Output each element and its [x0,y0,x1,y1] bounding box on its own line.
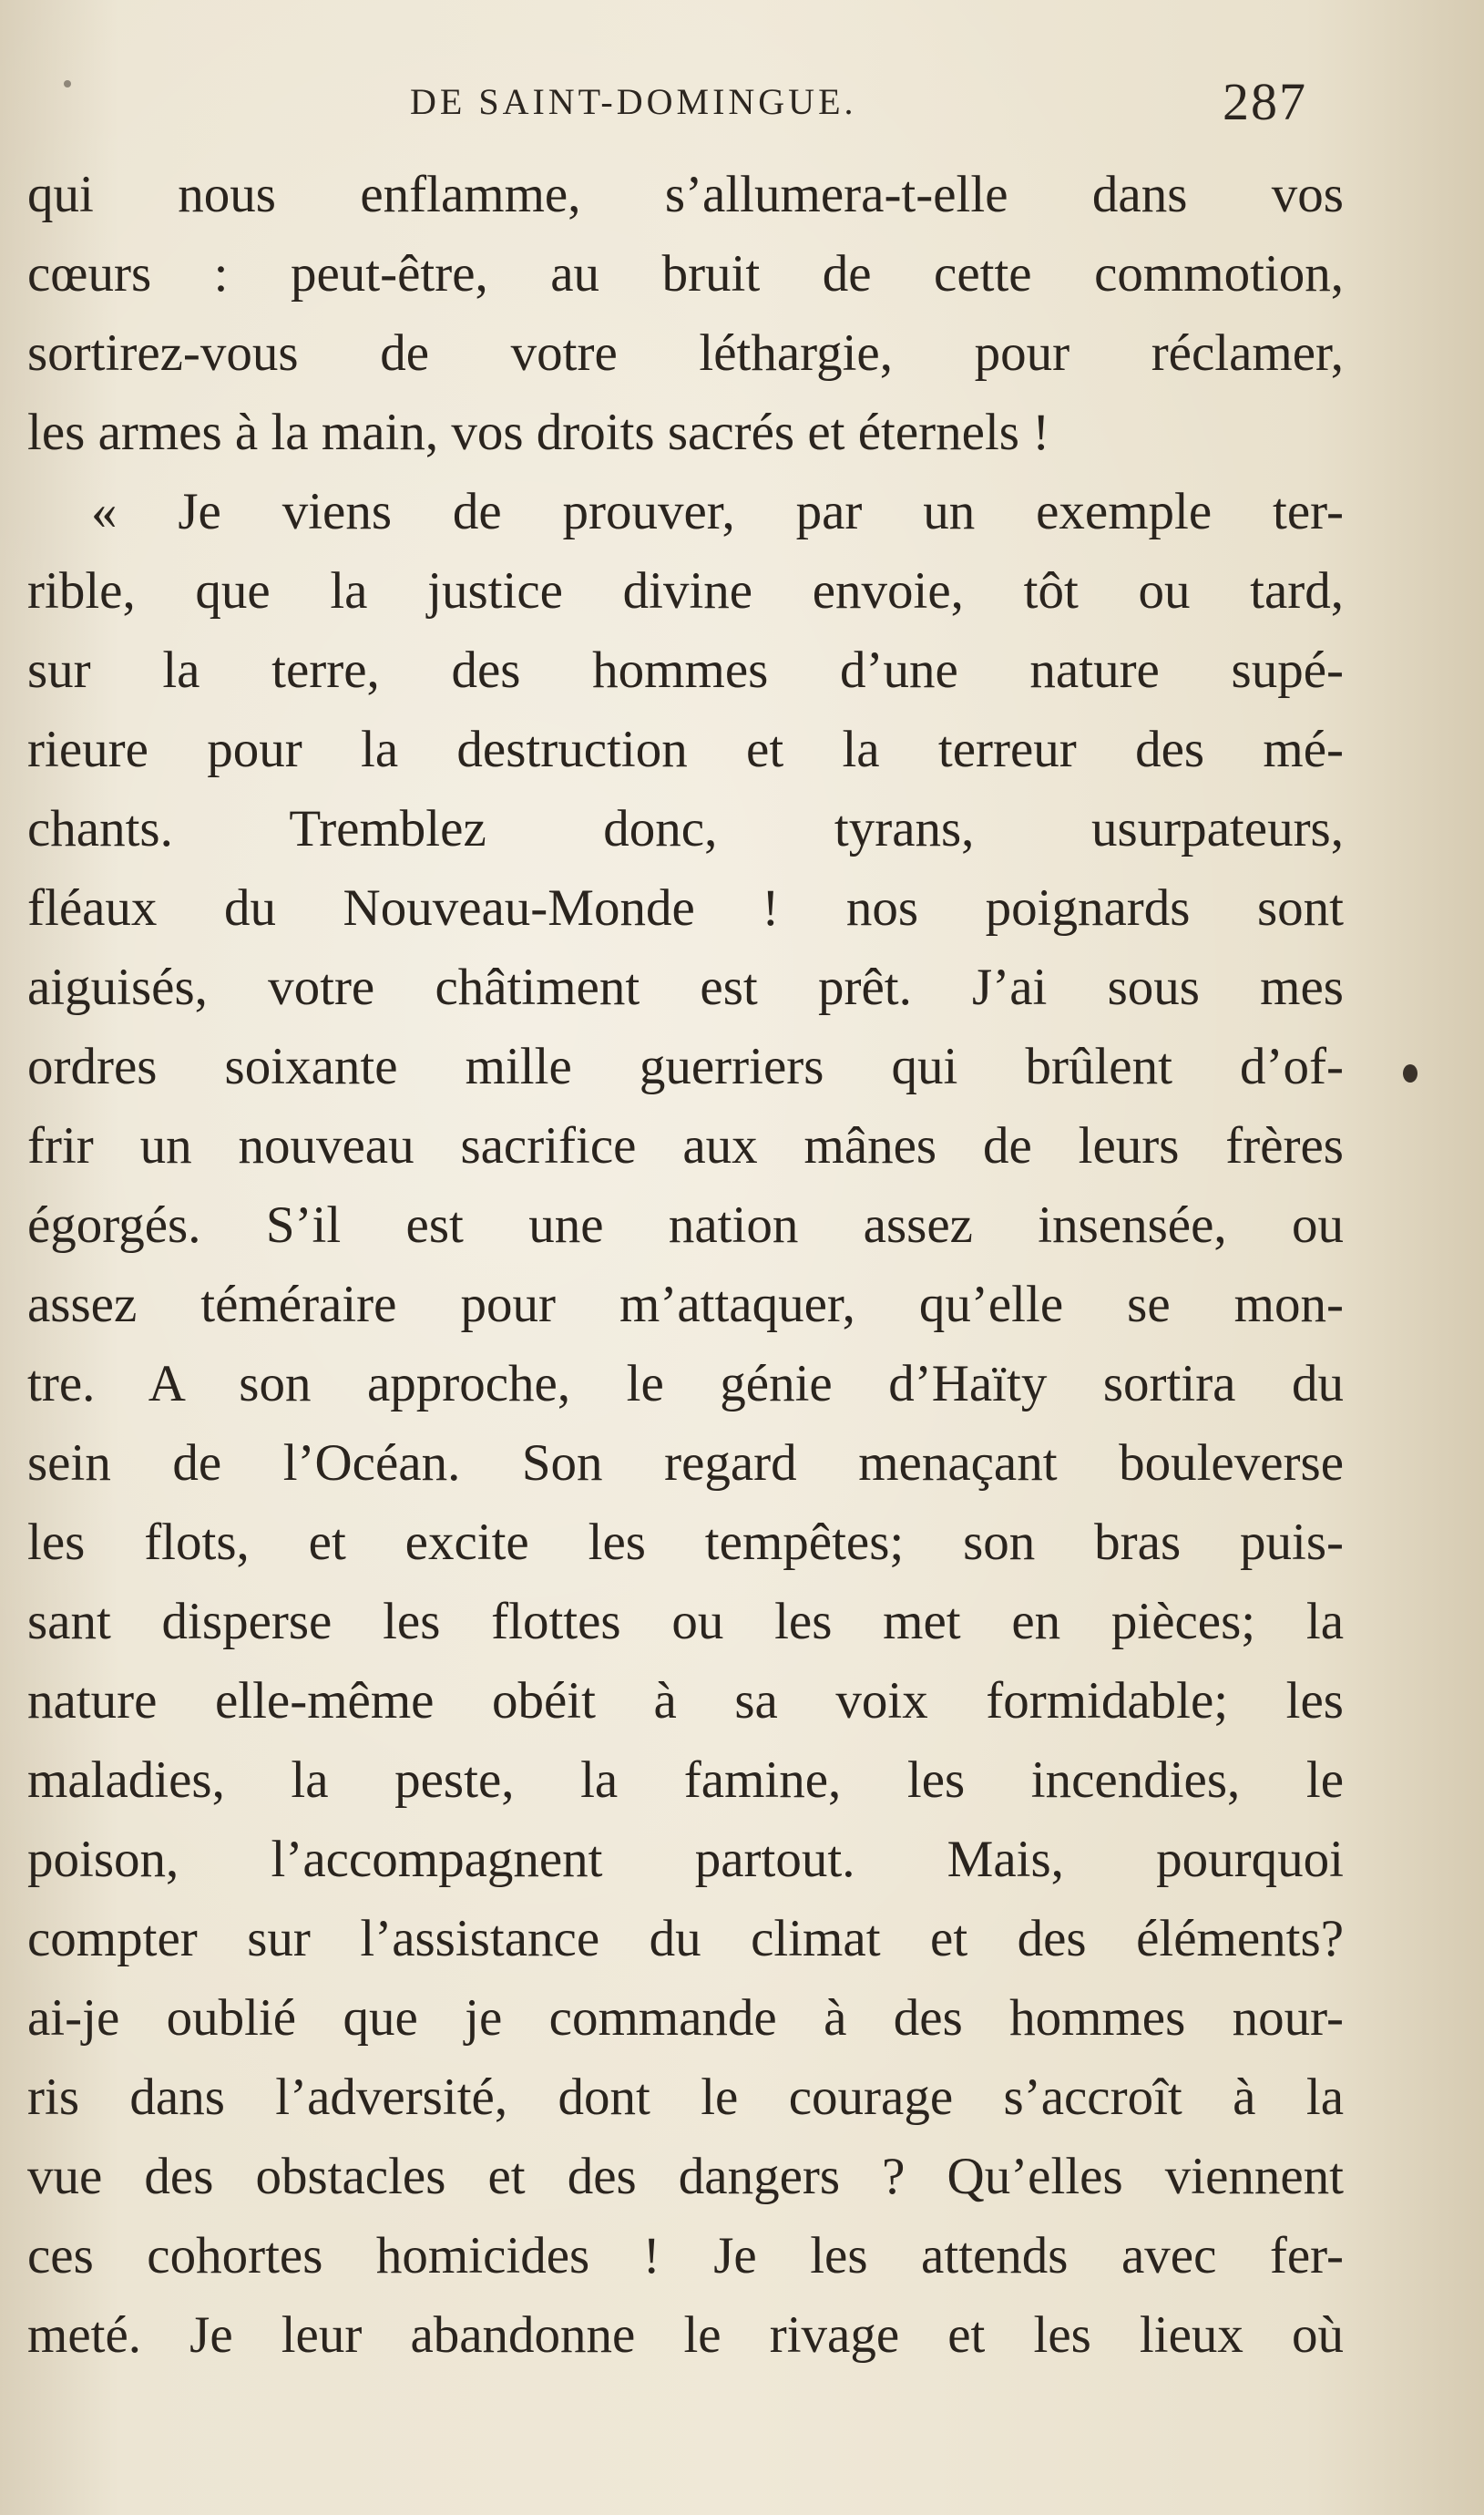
text-line: sortirez-vous de votre léthargie, pour réclamer, [27,324,1344,382]
body-text [27,155,1344,2375]
text-line: tre. A son approche, le génie d’Haïty sortira du [27,1355,1344,1412]
text-line: aiguisés, votre châtiment est prêt. J’ai sous mes [27,959,1344,1016]
running-title: DE SAINT-DOMINGUE. [410,81,857,122]
text-line: assez téméraire pour m’attaquer, qu’elle se mon- [27,1276,1344,1333]
text-line: frir un nouveau sacrifice aux mânes de leurs frères [27,1117,1344,1175]
text-line: les flots, et excite les tempêtes; son bras puis- [27,1514,1344,1571]
text-line: les armes à la main, vos droits sacrés et éternels ! [27,404,1050,461]
text-line: sein de l’Océan. Son regard menaçant bouleverse [27,1434,1344,1492]
text-line: rible, que la justice divine envoie, tôt ou tard, [27,562,1344,620]
text-line: meté. Je leur abandonne le rivage et les lieux où [27,2306,1344,2364]
text-line: cœurs : peut-être, au bruit de cette commotion, [27,245,1344,303]
text-line: fléaux du Nouveau-Monde ! nos poignards sont [27,879,1344,937]
text-line: ris dans l’adversité, dont le courage s’accroît à la [27,2068,1344,2126]
page-number: 287 [1223,72,1307,131]
text-line: poison, l’accompagnent partout. Mais, pourquoi [27,1831,1344,1888]
ink-spot [1403,1064,1417,1083]
text-line: compter sur l’assistance du climat et des éléments? [27,1910,1344,1967]
text-line: sant disperse les flottes ou les met en pièces; la [27,1593,1344,1650]
text-line: nature elle-même obéit à sa voix formidable; les [27,1672,1344,1730]
text-line: sur la terre, des hommes d’une nature supé- [27,642,1344,699]
page-header [0,71,1484,135]
ink-spot [64,80,71,87]
text-line: « Je viens de prouver, par un exemple ter- [91,483,1344,540]
text-line: ordres soixante mille guerriers qui brûlent d’of- [27,1038,1344,1095]
text-line: rieure pour la destruction et la terreur des mé- [27,721,1344,778]
text-line: ai-je oublié que je commande à des hommes nour- [27,1989,1344,2047]
text-line: chants. Tremblez donc, tyrans, usurpateurs, [27,800,1344,857]
text-line: vue des obstacles et des dangers ? Qu’elles viennent [27,2148,1344,2205]
text-line: maladies, la peste, la famine, les incendies, le [27,1751,1344,1809]
text-line: qui nous enflamme, s’allumera-t-elle dans vos [27,166,1344,223]
text-line: ces cohortes homicides ! Je les attends avec fer- [27,2227,1344,2284]
text-line: égorgés. S’il est une nation assez insensée, ou [27,1196,1344,1254]
